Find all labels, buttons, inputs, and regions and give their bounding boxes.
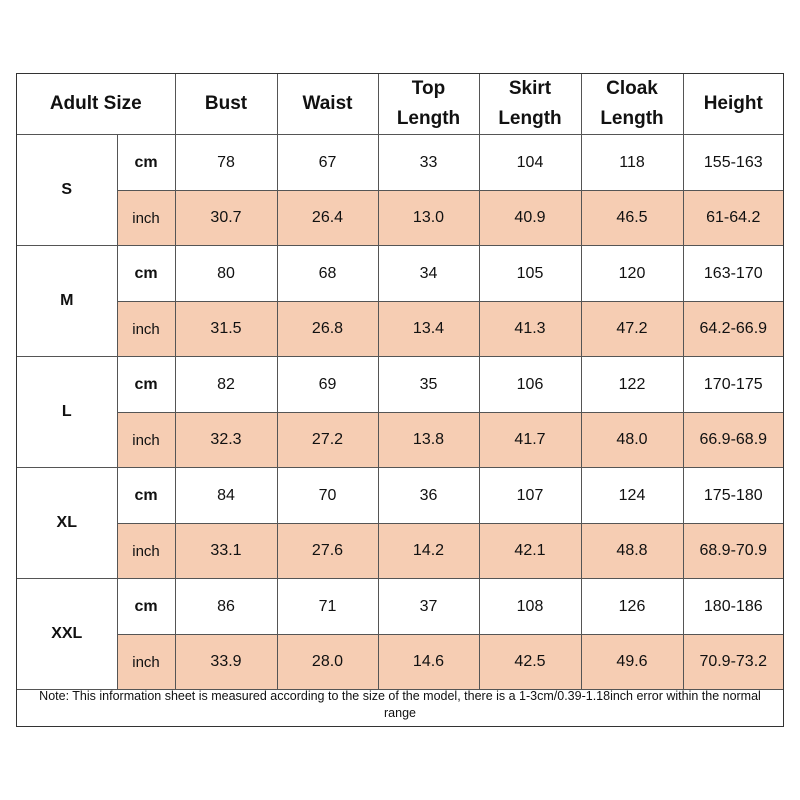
- measurement-cell: 36: [378, 468, 479, 524]
- measurement-note: Note: This information sheet is measured according to the size of the model, there is a 1-3cm/0.39-1.18inch error within the normal range: [39, 689, 761, 720]
- table-row: [17, 191, 783, 246]
- header-height: [683, 74, 783, 135]
- measurement-cell: 42.1: [479, 524, 581, 579]
- header-text: Height: [703, 93, 763, 114]
- measurement-cell: 33: [378, 135, 479, 191]
- measurement-cell: 40.9: [479, 191, 581, 246]
- table-row: [17, 468, 783, 524]
- header-text: Cloak: [606, 78, 658, 99]
- measurement-cell: 37: [378, 579, 479, 635]
- header-skirt-length: [479, 74, 581, 135]
- measurement-cell: 31.5: [175, 302, 277, 357]
- measurement-cell: 33.9: [175, 635, 277, 690]
- measurement-cell: 86: [175, 579, 277, 635]
- table-row: [17, 357, 783, 413]
- measurement-cell: 155-163: [683, 135, 783, 191]
- measurement-cell: 70: [277, 468, 378, 524]
- table-row: [17, 135, 783, 191]
- measurement-cell: 106: [479, 357, 581, 413]
- measurement-cell: 27.2: [277, 413, 378, 468]
- header-row: [17, 74, 783, 135]
- measurement-cell: 180-186: [683, 579, 783, 635]
- size-chart: [16, 73, 784, 727]
- header-top-length: [378, 74, 479, 135]
- measurement-cell: 108: [479, 579, 581, 635]
- size-label: M: [17, 246, 117, 357]
- measurement-cell: 41.7: [479, 413, 581, 468]
- header-text: Adult Size: [49, 93, 142, 114]
- size-table: [17, 74, 783, 690]
- size-label: L: [17, 357, 117, 468]
- unit-label: inch: [117, 302, 175, 357]
- header-text: Waist: [302, 93, 353, 114]
- measurement-cell: 13.0: [378, 191, 479, 246]
- unit-label: inch: [117, 635, 175, 690]
- measurement-cell: 46.5: [581, 191, 683, 246]
- table-row: [17, 246, 783, 302]
- measurement-cell: 26.4: [277, 191, 378, 246]
- unit-label: cm: [117, 246, 175, 302]
- table-row: [17, 635, 783, 690]
- header-text: Skirt: [508, 78, 552, 99]
- measurement-cell: 14.6: [378, 635, 479, 690]
- measurement-cell: 175-180: [683, 468, 783, 524]
- measurement-cell: 70.9-73.2: [683, 635, 783, 690]
- measurement-cell: 49.6: [581, 635, 683, 690]
- unit-label: inch: [117, 191, 175, 246]
- measurement-cell: 71: [277, 579, 378, 635]
- measurement-cell: 33.1: [175, 524, 277, 579]
- measurement-cell: 120: [581, 246, 683, 302]
- header-bust: [175, 74, 277, 135]
- measurement-cell: 104: [479, 135, 581, 191]
- measurement-cell: 84: [175, 468, 277, 524]
- measurement-cell: 118: [581, 135, 683, 191]
- measurement-cell: 32.3: [175, 413, 277, 468]
- size-label: XL: [17, 468, 117, 579]
- measurement-cell: 27.6: [277, 524, 378, 579]
- header-text: Length: [498, 108, 562, 129]
- unit-label: cm: [117, 357, 175, 413]
- unit-label: cm: [117, 135, 175, 191]
- unit-label: cm: [117, 579, 175, 635]
- measurement-cell: 124: [581, 468, 683, 524]
- table-row: [17, 579, 783, 635]
- measurement-cell: 170-175: [683, 357, 783, 413]
- header-text: Length: [396, 108, 461, 129]
- measurement-cell: 47.2: [581, 302, 683, 357]
- measurement-cell: 122: [581, 357, 683, 413]
- measurement-cell: 14.2: [378, 524, 479, 579]
- measurement-cell: 13.4: [378, 302, 479, 357]
- unit-label: cm: [117, 468, 175, 524]
- header-waist: [277, 74, 378, 135]
- measurement-cell: 41.3: [479, 302, 581, 357]
- measurement-cell: 42.5: [479, 635, 581, 690]
- header-text: Length: [600, 108, 664, 129]
- measurement-cell: 69: [277, 357, 378, 413]
- measurement-cell: 126: [581, 579, 683, 635]
- measurement-cell: 67: [277, 135, 378, 191]
- measurement-cell: 61-64.2: [683, 191, 783, 246]
- measurement-cell: 35: [378, 357, 479, 413]
- unit-label: inch: [117, 524, 175, 579]
- measurement-cell: 26.8: [277, 302, 378, 357]
- measurement-cell: 82: [175, 357, 277, 413]
- table-body: [17, 135, 783, 690]
- unit-label: inch: [117, 413, 175, 468]
- measurement-cell: 80: [175, 246, 277, 302]
- table-row: [17, 302, 783, 357]
- measurement-cell: 163-170: [683, 246, 783, 302]
- measurement-cell: 30.7: [175, 191, 277, 246]
- measurement-cell: 105: [479, 246, 581, 302]
- header-text: Bust: [204, 93, 248, 114]
- measurement-cell: 107: [479, 468, 581, 524]
- measurement-cell: 64.2-66.9: [683, 302, 783, 357]
- header-cloak-length: [581, 74, 683, 135]
- header-adult-size: [17, 74, 175, 135]
- measurement-cell: 48.8: [581, 524, 683, 579]
- size-label: S: [17, 135, 117, 246]
- table-row: [17, 524, 783, 579]
- measurement-cell: 68.9-70.9: [683, 524, 783, 579]
- measurement-cell: 68: [277, 246, 378, 302]
- measurement-cell: 13.8: [378, 413, 479, 468]
- table-row: [17, 413, 783, 468]
- measurement-cell: 78: [175, 135, 277, 191]
- measurement-cell: 28.0: [277, 635, 378, 690]
- measurement-cell: 48.0: [581, 413, 683, 468]
- size-label: XXL: [17, 579, 117, 690]
- measurement-cell: 66.9-68.9: [683, 413, 783, 468]
- measurement-cell: 34: [378, 246, 479, 302]
- header-text: Top: [411, 78, 446, 99]
